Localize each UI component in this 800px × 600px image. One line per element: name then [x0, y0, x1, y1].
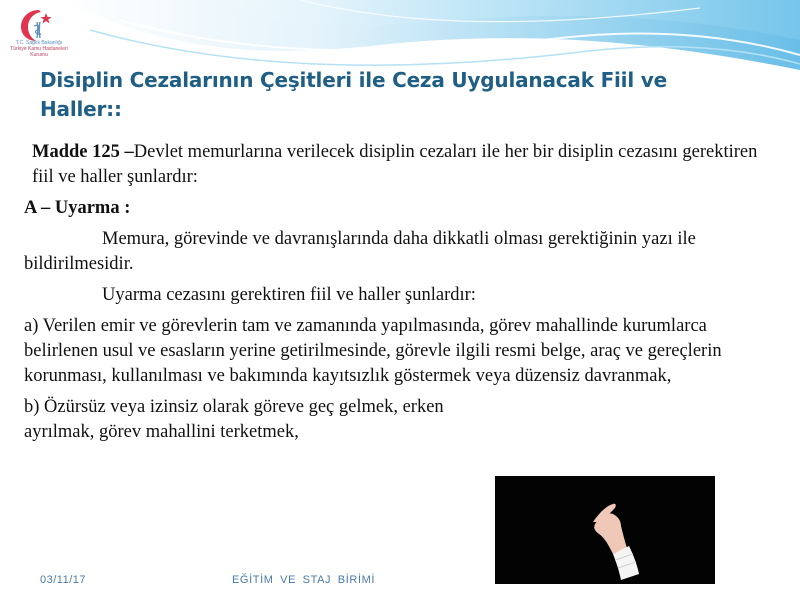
logo-caption: [6, 40, 72, 58]
uyarma-intro: Uyarma cezasını gerektiren fiil ve haller şunlardır:: [102, 285, 476, 305]
madde-label: Madde 125 –: [32, 142, 134, 162]
pointing-hand-icon: [495, 476, 715, 584]
footer-unit: EĞİTİM VE STAJ BİRİMİ: [232, 574, 376, 586]
footer-date: 03/11/17: [40, 574, 87, 586]
slide-title: Disiplin Cezalarının Çeşitleri ile Ceza Uygulanacak Fiil ve Haller::: [40, 68, 667, 121]
slide-body: [24, 140, 764, 451]
madde-paragraph: [24, 140, 764, 190]
madde-text: Devlet memurlarına verilecek disiplin cezaları ile her bir disiplin cezasını gerektiren fiil ve haller şunlardır:: [32, 142, 758, 187]
uyarma-definition: [24, 227, 764, 277]
uyarma-definition-text: Memura, görevinde ve davranışlarında daha dikkatli olması gerektiğinin yazı ile bildirilmesidir.: [24, 229, 696, 274]
pointing-hand-image: [495, 476, 715, 584]
logo-line-2: Türkiye Kamu Hastaneleri Kurumu: [10, 46, 68, 58]
logo-line-1: T.C. Sağlık Bakanlığı: [15, 40, 63, 46]
item-b: b) Özürsüz veya izinsiz olarak göreve geç gelmek, erken ayrılmak, görev mahallini terketmek,: [24, 397, 444, 442]
item-a: a) Verilen emir ve görevlerin tam ve zamanında yapılmasında, görev mahallinde kurumlarca belirlenen usul ve esasların yerine getirilmesinde, görevle ilgili resmi belge, araç ve gereçlerin korunması, kullanılması ve bakımında kayıtsızlık göstermek veya düzensiz davranmak,: [24, 316, 722, 386]
section-a-title: A – Uyarma :: [24, 198, 131, 218]
